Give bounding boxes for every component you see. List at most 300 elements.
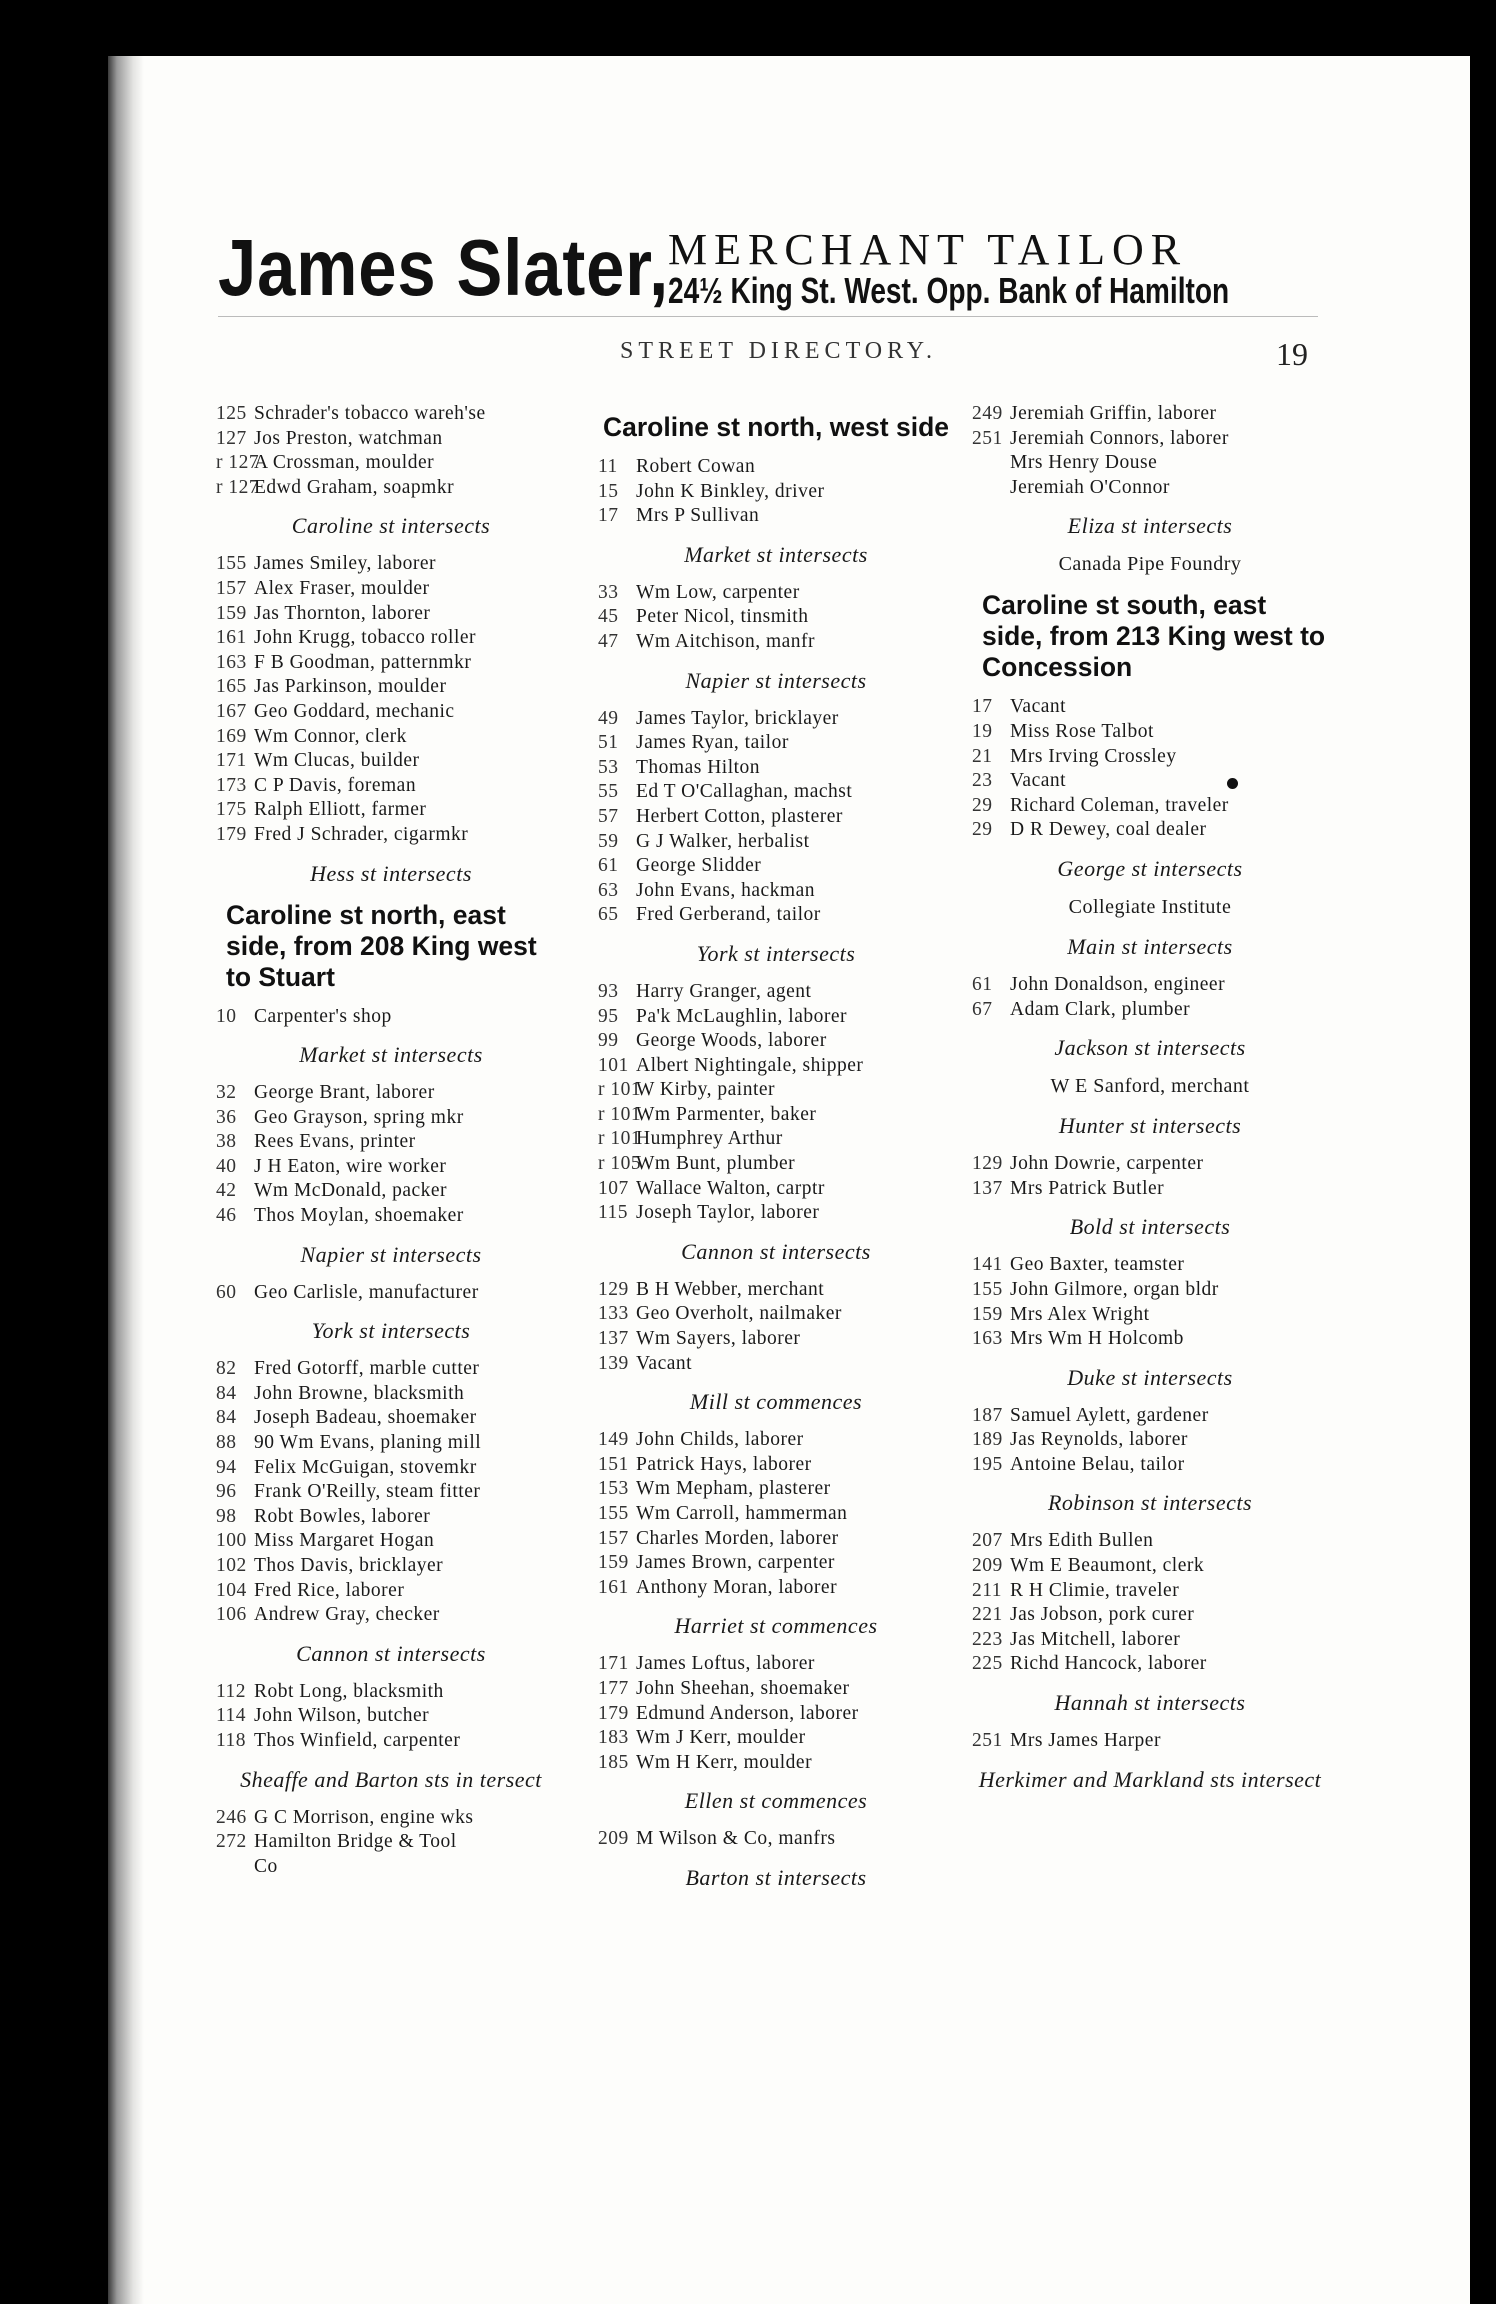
directory-entry [216,651,566,676]
house-number: 163 [972,1328,1003,1350]
directory-entry [972,1554,1328,1579]
resident-name: Thomas Hilton [636,756,761,778]
house-number: 149 [598,1429,629,1451]
resident-name: James Ryan, tailor [636,732,789,754]
directory-entry [216,1281,566,1306]
house-number: 155 [216,553,247,575]
directory-entry [598,903,954,928]
directory-entry [972,1253,1328,1278]
directory-entry [972,1303,1328,1328]
directory-entry [972,402,1328,427]
resident-name: R H Climie, traveler [1010,1579,1180,1601]
resident-name: Anthony Moran, laborer [636,1576,838,1598]
resident-name: George Brant, laborer [254,1082,435,1104]
house-number: 17 [972,696,993,718]
advertiser-name: James Slater, [218,223,670,312]
house-number: 107 [598,1177,629,1199]
directory-entry [972,451,1328,476]
intersection-note: Jackson st intersects [1054,1035,1246,1061]
directory-entry [598,1428,954,1453]
directory-entry [216,1603,566,1628]
resident-name: Geo Carlisle, manufacturer [254,1281,479,1303]
house-number: 167 [216,700,247,722]
house-number: 112 [216,1680,247,1702]
house-number: 246 [216,1806,247,1828]
directory-entry [972,1652,1328,1677]
resident-name: Jeremiah Griffin, laborer [1010,403,1217,424]
directory-entry [972,720,1328,745]
directory-entry [972,1428,1328,1453]
resident-name: Mrs Henry Douse [1010,452,1158,474]
running-head: STREET DIRECTORY. [620,338,938,364]
house-number: 61 [598,855,619,877]
house-number: 38 [216,1131,237,1153]
directory-entry [216,675,566,700]
resident-name: John Dowrie, carpenter [1010,1153,1204,1175]
directory-entry [972,818,1328,843]
resident-name: Wm Parmenter, baker [636,1103,817,1125]
resident-name: Robt Long, blacksmith [254,1680,444,1702]
directory-entry [216,1579,566,1604]
resident-name: Andrew Gray, checker [254,1604,440,1626]
intersection-note: Herkimer and Markland sts intersect [978,1766,1322,1792]
resident-name: Wm H Kerr, moulder [636,1751,813,1773]
directory-entry [598,805,954,830]
house-number: 223 [972,1628,1003,1650]
directory-entry [216,427,566,452]
house-number: 33 [598,581,619,603]
house-number [972,476,1010,501]
directory-entry [598,980,954,1005]
directory-entry [216,1431,566,1456]
house-number: 29 [972,819,993,841]
house-number: 137 [598,1328,629,1350]
house-number: 65 [598,904,619,926]
directory-entry [216,1830,566,1855]
directory-entry [598,1352,954,1377]
directory-entry [972,769,1328,794]
intersection-note: Cannon st intersects [681,1238,871,1264]
resident-name: Mrs Alex Wright [1010,1303,1150,1325]
house-number: 82 [216,1358,237,1380]
directory-entry [972,1729,1328,1754]
advertisement-banner [218,222,1318,314]
house-number: 153 [598,1478,629,1500]
resident-name: John K Binkley, driver [636,480,825,502]
directory-entry [598,1127,954,1152]
resident-name: J H Eaton, wire worker [254,1155,447,1177]
directory-entry [598,1278,954,1303]
bullet-mark [1227,778,1238,789]
house-number: 179 [598,1702,629,1724]
directory-entry [216,798,566,823]
intersection-note: Robinson st intersects [1047,1490,1253,1516]
resident-name: Vacant [1010,770,1067,792]
house-number: 93 [598,980,619,1002]
street-heading: Caroline st north, west side [602,412,950,442]
resident-name: Mrs Edith Bullen [1010,1530,1154,1552]
resident-name: Robt Bowles, laborer [254,1505,431,1527]
resident-name: Wm Clucas, builder [254,750,420,772]
resident-name: Mrs James Harper [1010,1730,1161,1752]
house-number: 102 [216,1555,247,1576]
directory-entry [598,480,954,505]
resident-name: Vacant [1010,696,1067,718]
house-number: 225 [972,1653,1003,1675]
house-number: 36 [216,1106,237,1128]
house-number: 96 [216,1481,237,1503]
intersection-note: Ellen st commences [684,1788,868,1814]
house-number: 155 [598,1503,629,1524]
directory-entry [598,1702,954,1727]
resident-name: B H Webber, merchant [636,1278,825,1300]
resident-name: Mrs Irving Crossley [1010,745,1177,767]
resident-name: Jeremiah O'Connor [1010,476,1170,498]
page-gutter-shadow [108,56,144,2304]
resident-name: Wm Sayers, laborer [636,1328,801,1350]
house-number: 60 [216,1281,237,1303]
intersection-note: Cannon st intersects [296,1640,486,1666]
house-number: 157 [216,577,247,599]
intersection-note: Mill st commences [689,1389,863,1415]
directory-entry [972,1278,1328,1303]
resident-name: Jas Jobson, pork curer [1010,1604,1195,1626]
directory-entry [972,1579,1328,1604]
directory-entry [216,577,566,602]
resident-name: Thos Winfield, carpenter [254,1729,461,1751]
directory-entry [598,1327,954,1352]
resident-name: Frank O'Reilly, steam fitter [254,1481,481,1503]
house-number: 55 [598,781,619,803]
house-number [972,451,1010,476]
intersection-note: Hannah st intersects [1054,1690,1246,1716]
house-number: 251 [972,1730,1003,1752]
resident-name: M Wilson & Co, manfrs [636,1828,836,1850]
house-number: 251 [972,427,1003,449]
resident-name: Mrs Wm H Holcomb [1010,1328,1184,1350]
house-number: 61 [972,973,993,995]
directory-entry-unnumbered: Canada Pipe Foundry [1058,553,1242,576]
resident-name: Thos Moylan, shoemaker [254,1205,464,1227]
intersection-note: Duke st intersects [1067,1364,1233,1390]
house-number: 125 [216,403,247,424]
house-number: 209 [972,1555,1003,1577]
directory-entry [216,602,566,627]
house-number: 63 [598,879,619,901]
directory-entry [216,1806,566,1831]
street-heading: Caroline st south, east side, from 213 King west to Concession [982,590,1326,683]
resident-name: Wm J Kerr, moulder [636,1727,806,1749]
directory-entry [216,700,566,725]
resident-name: Jos Preston, watchman [254,427,443,449]
directory-entry [598,756,954,781]
resident-name: Richd Hancock, laborer [1010,1653,1207,1675]
directory-entry-unnumbered: W E Sanford, merchant [1050,1075,1250,1098]
directory-entry [216,823,566,848]
directory-entry [216,1529,566,1554]
directory-entry [598,1726,954,1751]
resident-name: Samuel Aylett, gardener [1010,1404,1209,1426]
directory-entry [598,1827,954,1852]
resident-name: Wallace Walton, carptr [636,1177,825,1199]
house-number: 53 [598,756,619,778]
directory-entry [598,1477,954,1502]
house-number: 49 [598,707,619,729]
house-number: r 127 [216,452,260,474]
resident-name: Wm Carroll, hammerman [636,1503,848,1524]
house-number: 171 [216,750,247,772]
directory-entry [216,1382,566,1407]
directory-entry [972,1628,1328,1653]
resident-name: John Donaldson, engineer [1010,973,1226,995]
scan-border-top [0,0,1496,64]
directory-entry [972,1152,1328,1177]
directory-entry [972,973,1328,998]
directory-entry [598,1177,954,1202]
directory-entry [598,1029,954,1054]
intersection-note: Caroline st intersects [291,513,491,539]
directory-entry [598,879,954,904]
resident-name: Jas Parkinson, moulder [254,676,447,698]
directory-entry [598,455,954,480]
resident-name: Carpenter's shop [254,1005,392,1027]
resident-name: Edmund Anderson, laborer [636,1702,859,1724]
house-number: 88 [216,1432,237,1454]
house-number: 209 [598,1828,629,1850]
resident-name: F B Goodman, patternmkr [254,651,472,673]
resident-name: Schrader's tobacco wareh'se [254,403,486,424]
house-number: 159 [216,602,247,624]
house-number: 157 [598,1527,629,1549]
resident-name: A Crossman, moulder [254,452,435,474]
directory-entry [972,1327,1328,1352]
house-number: 127 [216,427,247,449]
house-number: 221 [972,1604,1003,1626]
resident-name: John Evans, hackman [636,879,816,901]
directory-entry [598,1527,954,1552]
directory-entry [216,476,566,501]
directory-entry [598,1302,954,1327]
house-number: 42 [216,1180,237,1202]
directory-entry [216,1855,566,1880]
directory-entry [598,854,954,879]
resident-name: Vacant [636,1352,693,1374]
directory-entry [216,552,566,577]
house-number: 59 [598,830,619,852]
resident-name: Alex Fraser, moulder [254,577,430,599]
house-number: 67 [972,998,993,1020]
resident-name: James Smiley, laborer [254,553,436,575]
intersection-note: Eliza st intersects [1067,513,1233,539]
house-number: 151 [598,1453,629,1475]
resident-name: Joseph Badeau, shoemaker [254,1407,477,1429]
resident-name: Fred Rice, laborer [254,1579,405,1601]
resident-name: Peter Nicol, tinsmith [636,606,809,628]
resident-name: James Taylor, bricklayer [636,707,839,729]
house-number: 185 [598,1751,629,1773]
directory-entry [972,745,1328,770]
house-number: 115 [598,1202,629,1224]
resident-name: James Brown, carpenter [636,1552,835,1574]
directory-entry [972,476,1328,501]
resident-name: Miss Margaret Hogan [254,1530,435,1552]
resident-name: George Woods, laborer [636,1030,827,1052]
house-number: 211 [972,1579,1003,1601]
directory-entry-unnumbered: Collegiate Institute [1068,895,1232,918]
resident-name: John Childs, laborer [636,1429,804,1451]
directory-entry [598,504,954,529]
directory-entry [216,1406,566,1431]
resident-name: George Slidder [636,855,762,877]
intersection-note: York st intersects [311,1318,471,1344]
directory-entry [216,451,566,476]
intersection-note: York st intersects [696,940,856,966]
intersection-note: Sheaffe and Barton sts in tersect [240,1766,542,1792]
resident-name: John Wilson, butcher [254,1705,430,1727]
house-number: 11 [598,456,618,477]
directory-entry [598,1103,954,1128]
resident-name: D R Dewey, coal dealer [1010,819,1207,841]
directory-entry [598,1054,954,1079]
intersection-note: Hess st intersects [310,860,472,886]
resident-name: Patrick Hays, laborer [636,1453,812,1475]
resident-name: Antoine Belau, tailor [1010,1453,1185,1475]
house-number: 10 [216,1005,237,1027]
resident-name: Joseph Taylor, laborer [636,1202,820,1224]
house-number: 95 [598,1005,619,1027]
page-number: 19 [1276,336,1308,372]
directory-entry [972,794,1328,819]
resident-name: Wm McDonald, packer [254,1180,448,1202]
resident-name: Geo Goddard, mechanic [254,700,455,722]
resident-name: Geo Overholt, nailmaker [636,1303,842,1325]
house-number [216,1855,254,1880]
intersection-note: Napier st intersects [685,667,867,693]
directory-entry [598,1152,954,1177]
resident-name: Herbert Cotton, plasterer [636,805,843,827]
house-number: 51 [598,732,619,754]
house-number: 161 [216,627,247,649]
resident-name: Jas Mitchell, laborer [1010,1628,1181,1650]
house-number: r 105 [598,1153,642,1175]
directory-entry [598,1751,954,1776]
directory-entry [216,626,566,651]
house-number: 94 [216,1456,237,1478]
street-heading: Caroline st north, east side, from 208 King west to Stuart [226,899,537,992]
house-number: 272 [216,1831,247,1853]
directory-entry [598,830,954,855]
resident-name: John Gilmore, organ bldr [1010,1278,1219,1300]
directory-entry [598,1576,954,1601]
house-number: 118 [216,1729,247,1751]
resident-name: Co [254,1855,278,1877]
house-number: 99 [598,1030,619,1052]
directory-entry [216,1106,566,1131]
house-number: r 101 [598,1079,642,1101]
directory-entry [216,1554,566,1579]
house-number: 169 [216,725,247,747]
directory-entry [216,1357,566,1382]
house-number: 84 [216,1407,237,1429]
intersection-note: Harriet st commences [674,1613,878,1639]
resident-name: Wm Aitchison, manfr [636,630,816,652]
directory-entry [216,725,566,750]
intersection-note: Napier st intersects [300,1241,482,1267]
resident-name: Charles Morden, laborer [636,1527,839,1549]
resident-name: Wm Mepham, plasterer [636,1478,831,1500]
directory-entry [216,1729,566,1754]
house-number: 129 [598,1278,629,1300]
resident-name: Ralph Elliott, farmer [254,799,427,821]
resident-name: Wm Bunt, plumber [636,1153,796,1175]
resident-name: Felix McGuigan, stovemkr [254,1456,477,1478]
house-number: 159 [598,1552,629,1574]
house-number: 133 [598,1303,629,1325]
house-number: 40 [216,1155,237,1177]
house-number: 159 [972,1303,1003,1325]
house-number: 187 [972,1404,1003,1426]
resident-name: Adam Clark, plumber [1010,998,1191,1020]
directory-entry [216,1081,566,1106]
directory-entry [972,1177,1328,1202]
house-number: 141 [972,1254,1003,1276]
house-number: 155 [972,1278,1003,1300]
house-number: 101 [598,1054,629,1076]
house-number: 171 [598,1653,629,1675]
house-number: r 101 [598,1128,642,1150]
house-number: 17 [598,505,619,527]
house-number: r 101 [598,1103,642,1125]
directory-entry [972,998,1328,1023]
resident-name: Jas Reynolds, laborer [1010,1429,1188,1451]
intersection-note: Bold st intersects [1069,1214,1231,1240]
resident-name: Geo Grayson, spring mkr [254,1106,464,1128]
advertiser-address: 24½ King St. West. Opp. Bank of Hamilton [668,270,1230,311]
intersection-note: Barton st intersects [685,1864,867,1890]
resident-name: James Loftus, laborer [636,1653,815,1675]
directory-entry [972,1603,1328,1628]
house-number: 163 [216,651,247,673]
house-number: 106 [216,1604,247,1626]
house-number: 45 [598,606,619,628]
house-number: 104 [216,1579,247,1601]
directory-entry [216,749,566,774]
directory-entry [598,780,954,805]
resident-name: Wm Connor, clerk [254,725,407,747]
resident-name: Fred Gotorff, marble cutter [254,1358,480,1380]
directory-column-2 [598,402,954,1904]
house-number: 23 [972,770,993,792]
resident-name: Fred J Schrader, cigarmkr [254,823,469,845]
directory-entry [216,1130,566,1155]
resident-name: Ed T O'Callaghan, machst [636,781,853,803]
house-number: 29 [972,794,993,816]
house-number: 189 [972,1429,1003,1451]
directory-column-3 [972,402,1328,1806]
directory-entry [972,1404,1328,1429]
directory-entry [216,1456,566,1481]
resident-name: Mrs P Sullivan [636,505,760,527]
directory-entry [972,1529,1328,1554]
directory-entry [216,1005,566,1030]
directory-entry [216,1155,566,1180]
resident-name: Wm E Beaumont, clerk [1010,1555,1205,1577]
house-number: 161 [598,1576,629,1598]
resident-name: G C Morrison, engine wks [254,1806,474,1828]
directory-entry [216,1505,566,1530]
resident-name: Miss Rose Talbot [1010,720,1154,742]
header-rule [218,316,1318,317]
